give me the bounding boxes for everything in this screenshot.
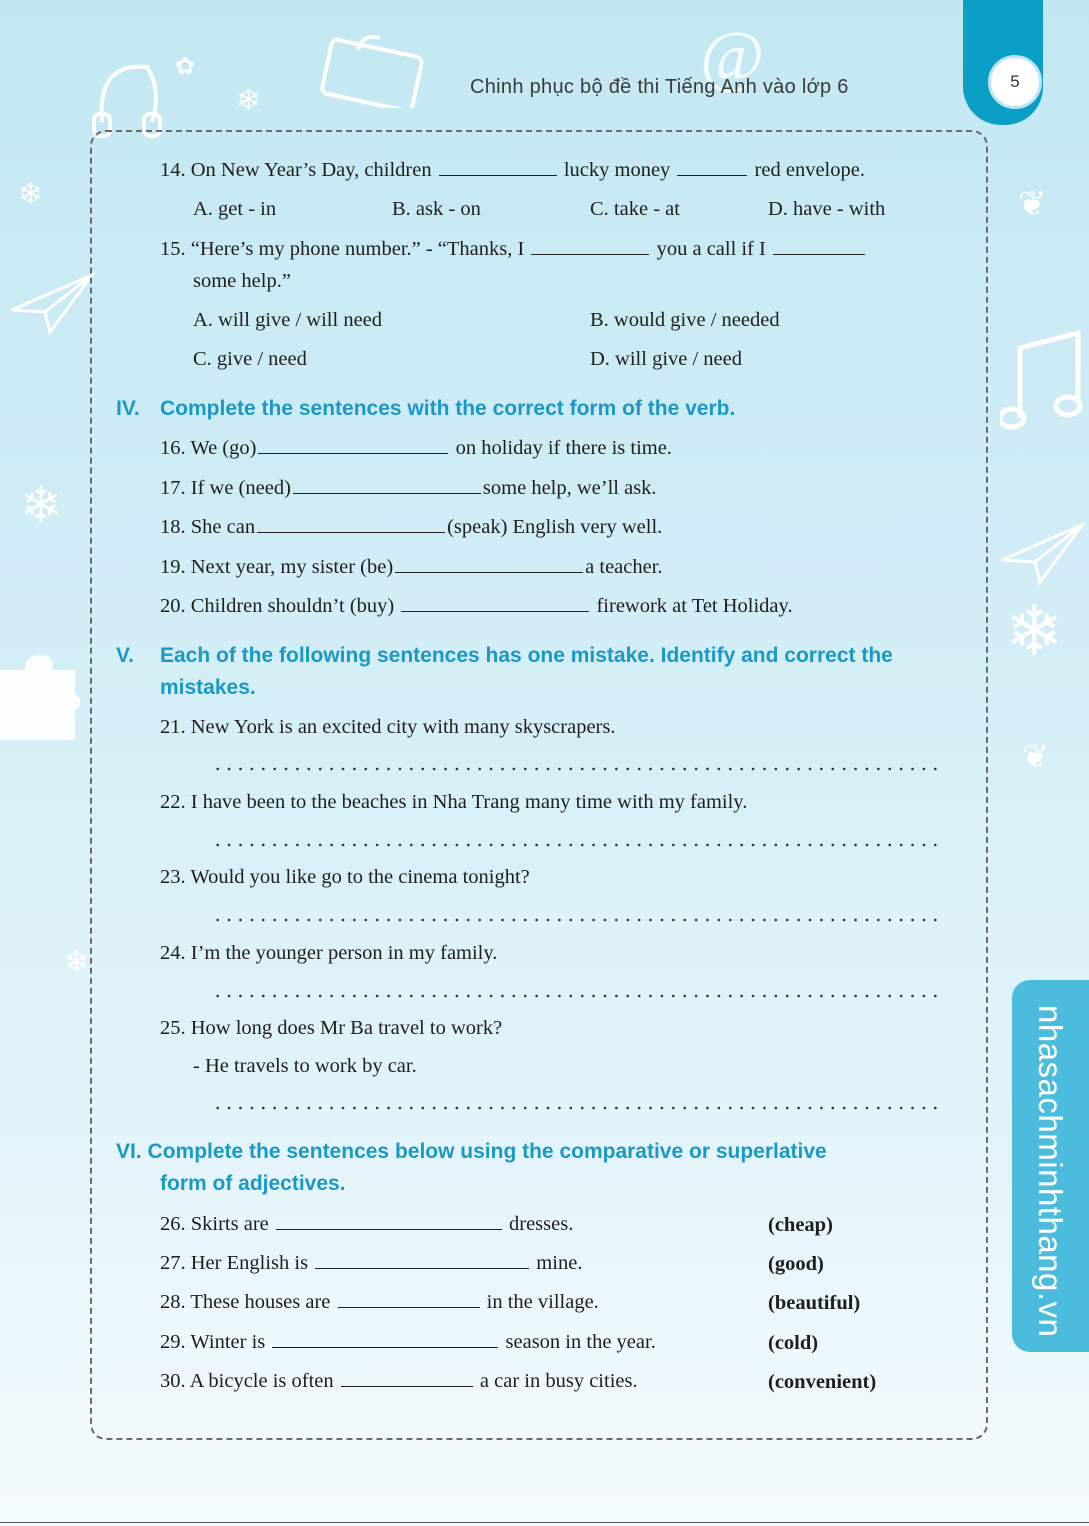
question-19: 19. Next year, my sister (be) a teacher. [160, 556, 663, 578]
leaf-icon: ❦ [1022, 738, 1049, 774]
music-note-icon [1000, 318, 1085, 442]
question-22: 22. I have been to the beaches in Nha Trang many time with my family. [160, 791, 748, 813]
answer-blank[interactable] [258, 452, 448, 454]
paper-plane-icon [10, 270, 95, 344]
section-heading-vi: VI. Complete the sentences below using the comparative or superlative form of adjectives. [116, 1140, 827, 1195]
snowflake-icon: ❄ [20, 477, 62, 533]
answer-blank[interactable] [315, 1267, 529, 1269]
answer-blank[interactable] [341, 1385, 473, 1387]
page-bottom-rule [0, 1522, 1089, 1523]
question-21: 21. New York is an excited city with many skyscrapers. [160, 716, 616, 738]
adjective-hint: (beautiful) [768, 1292, 861, 1314]
question-20: 20. Children shouldn’t (buy) firework at Tet Holiday. [160, 595, 793, 617]
answer-dotted-line[interactable] [212, 1105, 939, 1111]
answer-blank[interactable] [293, 492, 481, 494]
paper-plane-icon [1000, 520, 1085, 594]
option-c: C. give / need [193, 348, 307, 370]
question-18: 18. She can (speak) English very well. [160, 516, 663, 538]
option-a: A. get - in [193, 198, 277, 220]
option-d: D. have - with [768, 198, 886, 220]
question-30: 30. A bicycle is often a car in busy cities. [160, 1370, 638, 1392]
answer-blank[interactable] [401, 610, 589, 612]
butterfly-icon: ✿ [175, 54, 196, 80]
question-17: 17. If we (need) some help, we’ll ask. [160, 477, 657, 499]
question-15-continued: some help.” [193, 270, 291, 292]
book-title: Chinh phục bộ đề thi Tiếng Anh vào lớp 6 [470, 76, 849, 98]
website-label: nhasachminhthang.vn [1032, 1005, 1069, 1338]
adjective-hint: (convenient) [768, 1371, 877, 1393]
answer-blank[interactable] [276, 1228, 502, 1230]
question-29: 29. Winter is season in the year. [160, 1331, 656, 1353]
question-28: 28. These houses are in the village. [160, 1291, 599, 1313]
question-16: 16. We (go) on holiday if there is time. [160, 437, 672, 459]
option-b: B. would give / needed [590, 309, 780, 331]
adjective-hint: (cheap) [768, 1214, 833, 1236]
at-sign-icon: @ [700, 18, 765, 95]
answer-blank[interactable] [677, 174, 747, 176]
answer-dotted-line[interactable] [212, 766, 939, 772]
question-27: 27. Her English is mine. [160, 1252, 583, 1274]
question-14: 14. On New Year’s Day, children lucky money red envelope. [160, 159, 865, 181]
snowflake-icon: ❄ [236, 84, 262, 117]
answer-dotted-line[interactable] [212, 993, 939, 999]
snowflake-icon: ❄ [64, 946, 90, 979]
answer-dotted-line[interactable] [212, 842, 939, 848]
adjective-hint: (cold) [768, 1332, 819, 1354]
answer-blank[interactable] [395, 571, 583, 573]
option-c: C. take - at [590, 198, 680, 220]
answer-blank[interactable] [272, 1346, 498, 1348]
answer-dotted-line[interactable] [212, 917, 939, 923]
answer-blank[interactable] [773, 253, 865, 255]
answer-blank[interactable] [531, 253, 649, 255]
page-number: 5 [988, 55, 1042, 109]
question-15: 15. “Here’s my phone number.” - “Thanks, I you a call if I [160, 239, 867, 260]
option-d: D. will give / need [590, 348, 743, 370]
question-25: 25. How long does Mr Ba travel to work? [160, 1017, 503, 1039]
leaf-icon: ❦ [1018, 186, 1047, 223]
answer-blank[interactable] [439, 174, 557, 176]
answer-blank[interactable] [338, 1306, 480, 1308]
briefcase-icon [318, 28, 428, 112]
option-a: A. will give / will need [193, 309, 383, 331]
puzzle-piece-icon [0, 655, 80, 749]
section-heading-v: V. Each of the following sentences has one mistake. Identify and correct the mistakes. [116, 644, 893, 699]
question-25-sub: - He travels to work by car. [193, 1055, 417, 1077]
question-23: 23. Would you like go to the cinema tonight? [160, 866, 530, 888]
adjective-hint: (good) [768, 1253, 824, 1275]
answer-blank[interactable] [257, 531, 445, 533]
snowflake-icon: ❄ [18, 178, 44, 211]
question-24: 24. I’m the younger person in my family. [160, 942, 498, 964]
option-b: B. ask - on [392, 198, 481, 220]
snowflake-icon: ❄ [1005, 594, 1064, 671]
question-26: 26. Skirts are dresses. [160, 1213, 574, 1235]
